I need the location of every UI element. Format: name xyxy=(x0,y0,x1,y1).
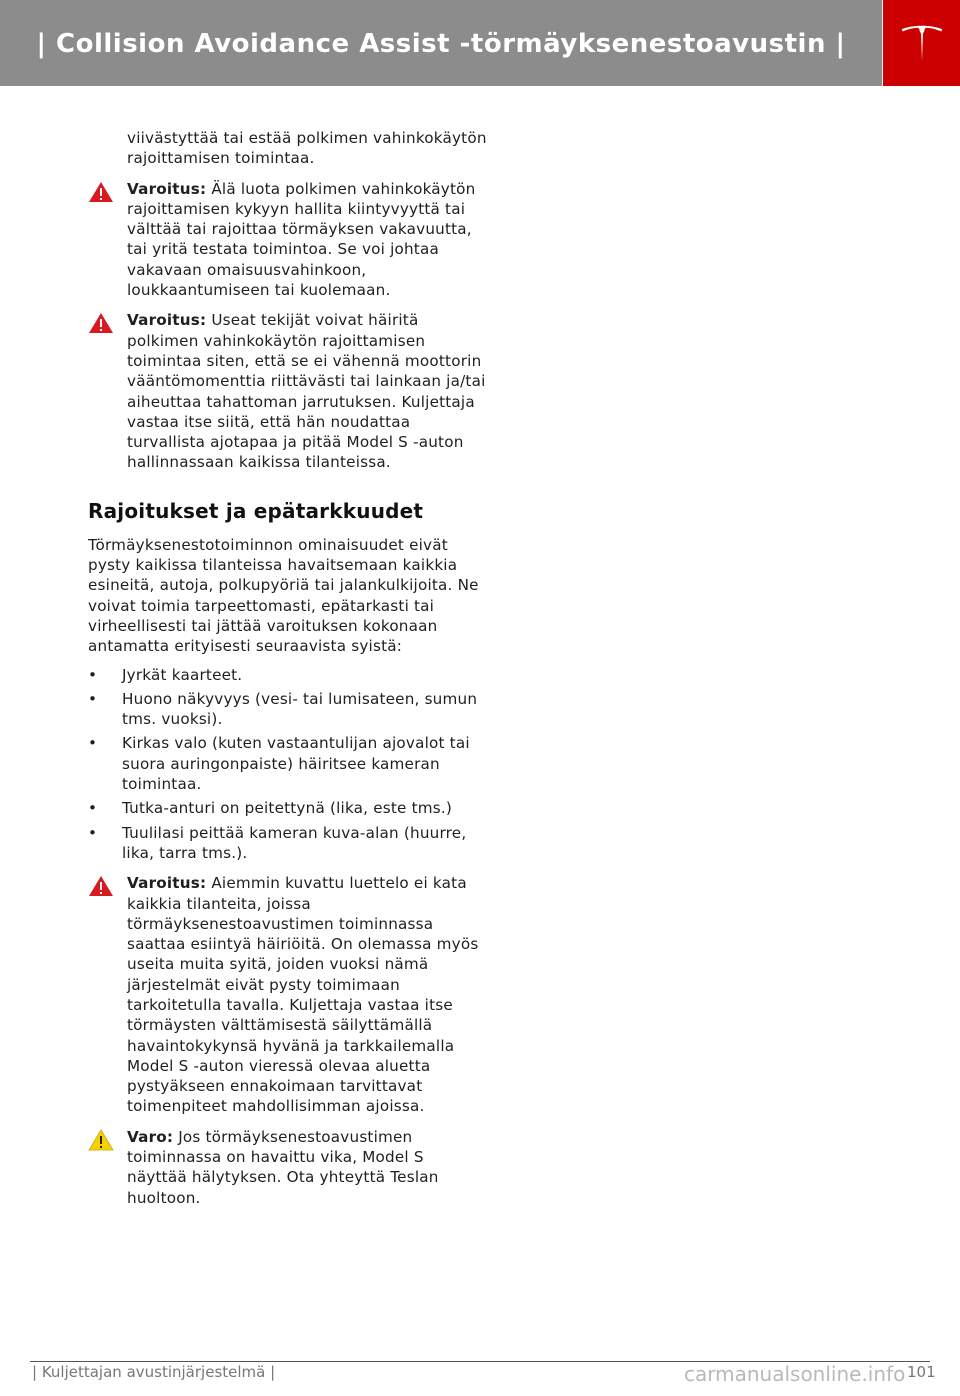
warning-block xyxy=(88,873,488,1117)
bullet-symbol: • xyxy=(88,665,98,684)
bullet-symbol: • xyxy=(88,799,98,818)
warning-red-icon xyxy=(88,875,114,897)
bullet-symbol: • xyxy=(88,734,98,753)
list-item xyxy=(88,665,488,685)
page-number: 101 xyxy=(907,1363,936,1381)
bullet-list xyxy=(88,665,488,864)
list-item xyxy=(88,798,488,818)
warning-label: Varoitus: xyxy=(127,874,207,893)
caution-yellow-icon xyxy=(88,1129,114,1151)
warning-text: Älä luota polkimen vahinkokäytön rajoittamisen kykyyn hallita kiintyvyyttä tai välttää tai rajoittaa törmäyksen vakavuutta, tai yritä testata toimintoa. Se voi johtaa vakavaan omaisuusvahinkoon, loukkaantumiseen tai kuolemaan. xyxy=(127,179,476,300)
list-item xyxy=(88,823,488,864)
section-paragraph: Törmäyksenestotoiminnon ominaisuudet eivät pysty kaikissa tilanteissa havaitsemaan kaikkia esineitä, autoja, polkupyöriä tai jalankulkijoita. Ne voivat toimia tarpeettomasti, epätarkasti tai virheellisesti tai jättää varoituksen kokonaan antamatta erityisesti seuraavista syistä: xyxy=(88,535,479,656)
warning-red-icon xyxy=(88,312,114,334)
warning-label: Varoitus: xyxy=(127,179,207,198)
warning-text: Aiemmin kuvattu luettelo ei kata kaikkia tilanteita, joissa törmäyksenestoavustimen toiminnassa saattaa esiintyä häiriöitä. On olemassa myös useita muita syitä, joiden vuoksi nämä järjestelmät eivät pysty toimimaan tarkoitetulla tavalla. Kuljettaja vastaa itse törmäysten välttämisestä säilyttämällä havaintokykynsä hyvänä ja tarkkailemalla Model S -auton vieressä olevaa aluetta pystyäkseen ennakoimaan tarvittavat toimenpiteet mahdollisimman ajoissa. xyxy=(127,874,479,1116)
tesla-logo-icon xyxy=(899,20,945,66)
list-item xyxy=(88,733,488,794)
warning-text: Useat tekijät voivat häiritä polkimen vahinkokäytön rajoittamisen toimintaa siten, että se ei vähennä moottorin vääntömomenttia riittävästi tai lainkaan ja/tai aiheuttaa tahattoman jarrutuksen. Kuljettaja vastaa itse siitä, että hän noudattaa turvallista ajotapaa ja pitää Model S -auton hallinnassaan kaikissa tilanteissa. xyxy=(127,311,486,472)
caution-block xyxy=(88,1127,488,1208)
watermark: carmanualsonline.info xyxy=(684,1362,906,1386)
footer-section-label: | Kuljettajan avustinjärjestelmä | xyxy=(32,1363,276,1381)
list-item-text: Tutka-anturi on peitettynä (lika, este tms.) xyxy=(122,799,453,818)
section-heading: Rajoitukset ja epätarkkuudet xyxy=(88,498,424,523)
warning-label: Varoitus: xyxy=(127,311,207,330)
caution-text: Jos törmäyksenestoavustimen toiminnassa on havaittu vika, Model S näyttää hälytyksen. Ota yhteyttä Teslan huoltoon. xyxy=(127,1127,439,1207)
warning-block xyxy=(88,310,488,472)
warning-block xyxy=(88,179,488,301)
bullet-symbol: • xyxy=(88,689,98,708)
logo-box xyxy=(883,0,960,86)
list-item-text: Kirkas valo (kuten vastaantulijan ajovalot tai suora auringonpaiste) häiritsee kameran toimintaa. xyxy=(122,734,470,794)
list-item-text: Jyrkät kaarteet. xyxy=(122,665,243,684)
list-item-text: Tuulilasi peittää kameran kuva-alan (huurre, lika, tarra tms.). xyxy=(122,823,467,862)
list-item xyxy=(88,689,488,730)
main-content xyxy=(88,128,488,1208)
bullet-symbol: • xyxy=(88,823,98,842)
caution-label: Varo: xyxy=(127,1127,174,1146)
list-item-text: Huono näkyvyys (vesi- tai lumisateen, sumun tms. vuoksi). xyxy=(122,689,478,729)
page-title: | Collision Avoidance Assist -törmäyksenestoavustin | xyxy=(36,29,846,59)
warning-red-icon xyxy=(88,181,114,203)
intro-continuation: viivästyttää tai estää polkimen vahinkokäytön rajoittamisen toimintaa. xyxy=(127,129,487,168)
